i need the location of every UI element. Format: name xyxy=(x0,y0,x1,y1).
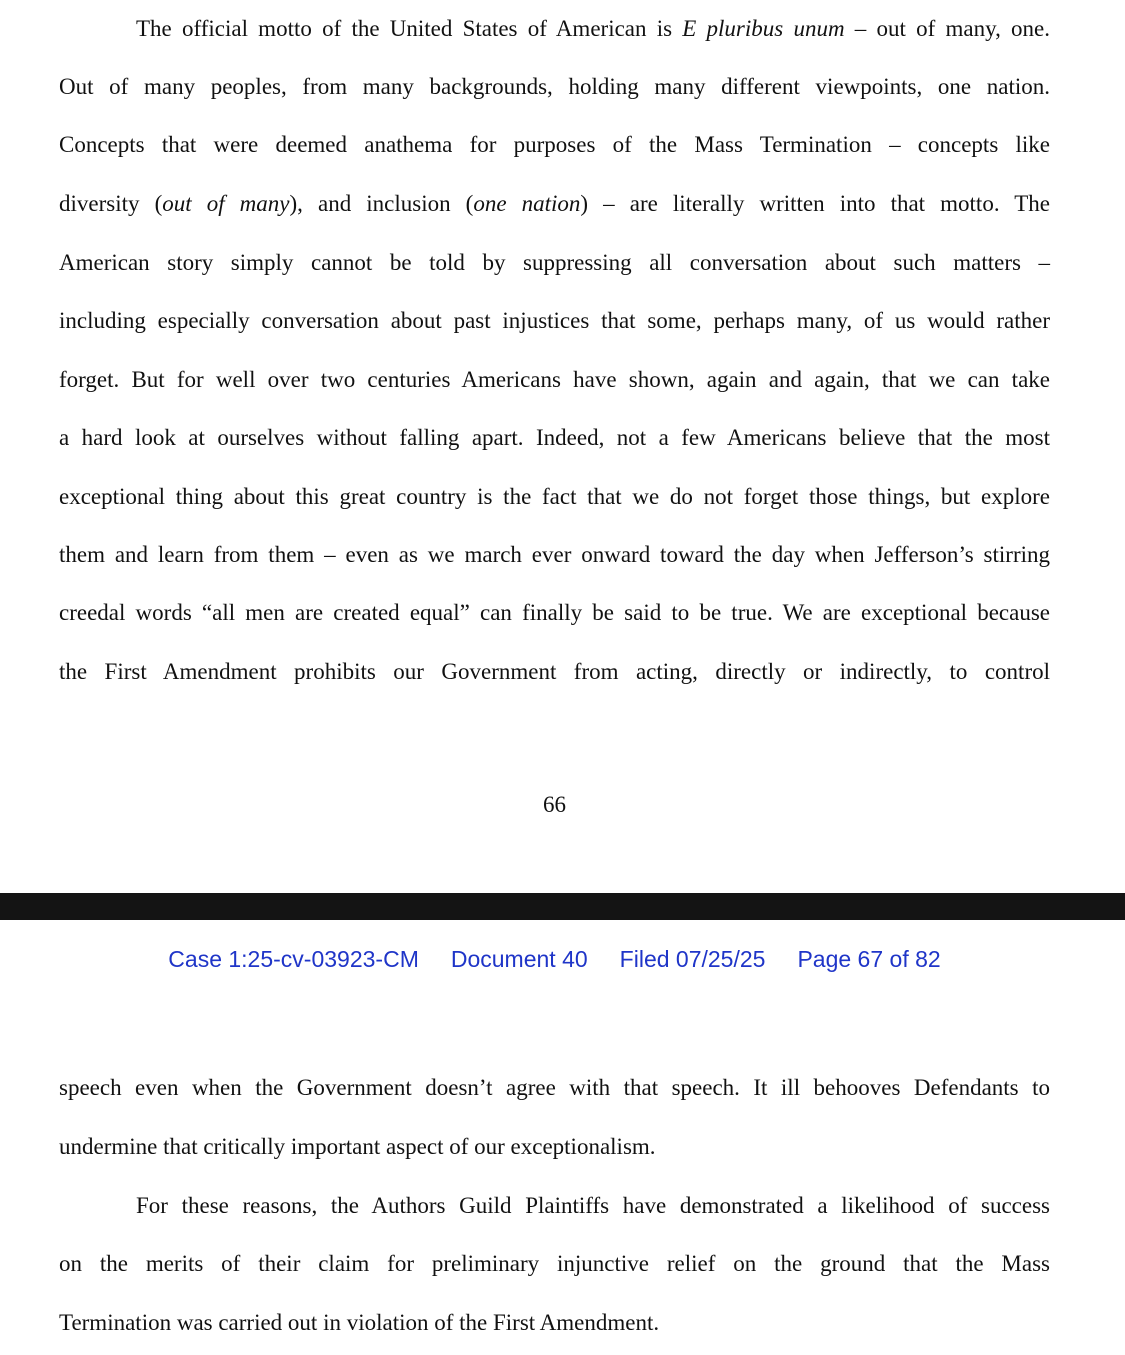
text-line: on the merits of their claim for preliminary injunctive relief on the ground that the Mass xyxy=(59,1251,1050,1276)
text-line: The official motto of the United States of American is E pluribus unum – out of many, one. xyxy=(136,16,1051,41)
text-line: exceptional thing about this great country is the fact that we do not forget those things, but explore xyxy=(59,484,1050,509)
case-header xyxy=(0,944,1109,974)
text-line: a hard look at ourselves without falling apart. Indeed, not a few Americans believe that the most xyxy=(59,425,1050,450)
text-line: forget. But for well over two centuries Americans have shown, again and again, that we can take xyxy=(59,367,1050,392)
text-line: including especially conversation about past injustices that some, perhaps many, of us would rather xyxy=(59,308,1050,333)
text-line: them and learn from them – even as we march ever onward toward the day when Jefferson’s stirring xyxy=(59,542,1050,567)
italic-text: out of many xyxy=(162,191,290,216)
text-line: Termination was carried out in violation of the First Amendment. xyxy=(59,1310,660,1335)
text-line: the First Amendment prohibits our Government from acting, directly or indirectly, to control xyxy=(59,659,1050,684)
italic-text: E pluribus unum xyxy=(682,16,845,41)
text-line: creedal words “all men are created equal” can finally be said to be true. We are exceptional because xyxy=(59,600,1050,625)
text-line: undermine that critically important aspect of our exceptionalism. xyxy=(59,1134,656,1159)
case-number: Case 1:25-cv-03923-CM xyxy=(168,946,419,972)
document-number: Document 40 xyxy=(450,946,588,972)
text-line: diversity (out of many), and inclusion (one nation) – are literally written into that motto. The xyxy=(59,191,1050,216)
text-line: For these reasons, the Authors Guild Plaintiffs have demonstrated a likelihood of success xyxy=(136,1193,1050,1218)
text-line: American story simply cannot be told by suppressing all conversation about such matters – xyxy=(59,250,1050,275)
text-line: Concepts that were deemed anathema for purposes of the Mass Termination – concepts like xyxy=(59,132,1050,157)
filed-date: Filed 07/25/25 xyxy=(619,946,766,972)
italic-text: one nation xyxy=(473,191,581,216)
page-number: 66 xyxy=(543,792,566,817)
page-divider xyxy=(0,893,1125,920)
page-count: Page 67 of 82 xyxy=(797,946,941,972)
text-line: Out of many peoples, from many backgrounds, holding many different viewpoints, one nation. xyxy=(59,74,1050,99)
text-line: speech even when the Government doesn’t agree with that speech. It ill behooves Defendants to xyxy=(59,1075,1050,1100)
